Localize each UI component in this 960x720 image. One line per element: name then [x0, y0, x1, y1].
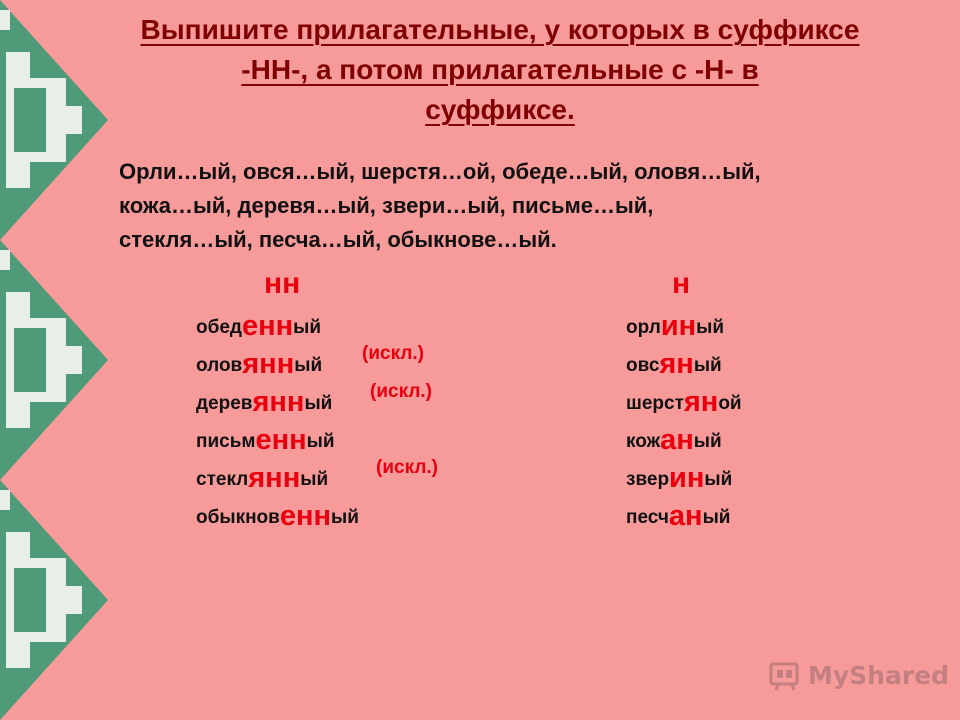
- word-suffix: ан: [668, 500, 703, 532]
- title-line-3: суффиксе.: [425, 94, 575, 125]
- exercise-text: [119, 155, 919, 257]
- word-ending: ый: [304, 393, 333, 414]
- word-suffix: янн: [252, 386, 305, 418]
- border-cross-notch: [14, 328, 46, 392]
- exercise-line-1: Орли…ый, овся…ый, шерстя…ой, обеде…ый, оловя…ый,: [119, 159, 761, 184]
- word-ending: ый: [306, 431, 335, 452]
- n-column-heading: н: [672, 267, 691, 300]
- word-suffix: ян: [659, 348, 694, 380]
- word-stem: письм: [196, 431, 256, 452]
- word-ending: ый: [696, 317, 725, 338]
- word-row: [196, 500, 359, 532]
- word-stem: дерев: [196, 393, 253, 414]
- border-cross-notch: [14, 568, 46, 632]
- word-row: [626, 500, 731, 532]
- word-row: [626, 386, 742, 418]
- word-suffix: енн: [279, 500, 332, 532]
- word-row: [626, 424, 722, 456]
- word-ending: ый: [300, 469, 329, 490]
- word-stem: орл: [626, 317, 661, 338]
- word-suffix: енн: [255, 424, 307, 456]
- border-edge-mark: [0, 250, 10, 270]
- border-edge-mark: [0, 490, 10, 510]
- word-stem: обед: [196, 317, 242, 338]
- word-suffix: ин: [669, 462, 705, 494]
- word-suffix: ян: [683, 386, 719, 418]
- exercise-line-3: стекля…ый, песча…ый, обыкнове…ый.: [119, 227, 557, 252]
- border-edge-mark: [0, 10, 10, 30]
- word-stem: стекл: [196, 469, 249, 490]
- word-ending: ой: [718, 393, 742, 414]
- word-stem: песч: [626, 507, 669, 528]
- exception-note: (искл.): [370, 381, 432, 402]
- myshared-watermark: [768, 655, 949, 695]
- word-row: [626, 462, 733, 494]
- word-stem: звер: [626, 469, 670, 490]
- slide-title: [30, 10, 960, 130]
- word-row: [626, 310, 725, 342]
- title-line-1: Выпишите прилагательные, у которых в суффиксе: [140, 14, 860, 45]
- word-suffix: ин: [660, 310, 697, 342]
- title-line-2: -НН-, а потом прилагательные с -Н- в: [241, 54, 759, 85]
- watermark-text: MyShared: [808, 660, 950, 690]
- word-stem: овс: [626, 355, 660, 376]
- word-row: [196, 348, 323, 380]
- word-ending: ый: [294, 355, 323, 376]
- word-row: [196, 424, 335, 456]
- word-row: [196, 386, 333, 418]
- word-ending: ый: [693, 355, 722, 376]
- word-ending: ый: [331, 507, 359, 528]
- exception-note: (искл.): [362, 343, 424, 364]
- word-row: [196, 310, 322, 342]
- word-ending: ый: [704, 469, 733, 490]
- exception-note: (искл.): [376, 457, 438, 478]
- word-suffix: янн: [248, 462, 301, 494]
- word-ending: ый: [702, 507, 731, 528]
- myshared-logo-icon: [768, 658, 802, 692]
- nn-column-heading: нн: [264, 267, 301, 300]
- word-stem: кож: [626, 431, 661, 452]
- word-stem: обыкнов: [196, 507, 280, 528]
- word-stem: олов: [196, 355, 243, 376]
- exercise-line-2: кожа…ый, деревя…ый, звери…ый, письме…ый,: [119, 193, 654, 218]
- word-ending: ый: [693, 431, 722, 452]
- word-suffix: енн: [241, 310, 294, 342]
- word-suffix: янн: [242, 348, 295, 380]
- word-stem: шерст: [626, 393, 684, 414]
- word-row: [196, 462, 329, 494]
- word-ending: ый: [293, 317, 322, 338]
- word-suffix: ан: [660, 424, 694, 456]
- word-row: [626, 348, 722, 380]
